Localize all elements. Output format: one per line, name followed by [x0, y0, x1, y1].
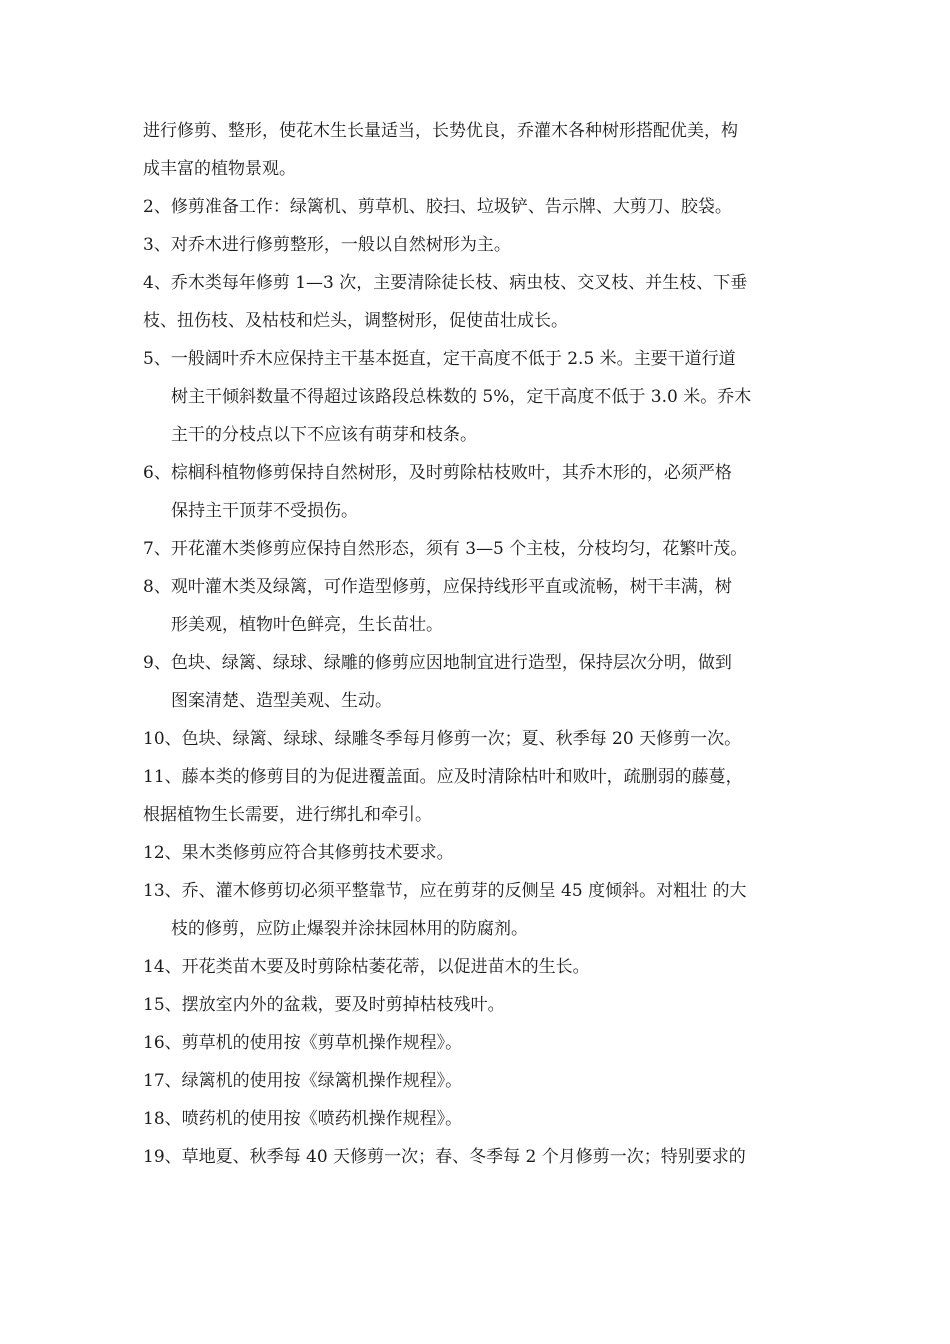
text-line: 12、果木类修剪应符合其修剪技术要求。	[143, 843, 454, 863]
text-line: 11、藤本类的修剪目的为促进覆盖面。应及时清除枯叶和败叶，疏删弱的藤蔓，	[143, 767, 743, 787]
text-line: 16、剪草机的使用按《剪草机操作规程》。	[143, 1033, 463, 1053]
text-line: 9、色块、绿篱、绿球、绿雕的修剪应因地制宜进行造型，保持层次分明，做到	[143, 653, 732, 673]
text-line: 枝、扭伤枝、及枯枝和烂头，调整树形，促使苗壮成长。	[143, 311, 568, 331]
text-line: 13、乔、灌木修剪切必须平整靠节，应在剪芽的反侧呈 45 度倾斜。对粗壮 的大	[143, 881, 747, 901]
text-line: 进行修剪、整形，使花木生长量适当，长势优良，乔灌木各种树形搭配优美，构	[143, 121, 738, 141]
text-line: 18、喷药机的使用按《喷药机操作规程》。	[143, 1109, 463, 1129]
text-line: 5、一般阔叶乔木应保持主干基本挺直，定干高度不低于 2.5 米。主要干道行道	[143, 349, 736, 369]
text-line: 14、开花类苗木要及时剪除枯萎花蒂，以促进苗木的生长。	[143, 957, 590, 977]
text-line: 图案清楚、造型美观、生动。	[171, 691, 392, 711]
text-line: 形美观，植物叶色鲜亮，生长苗壮。	[171, 615, 443, 635]
text-line: 根据植物生长需要，进行绑扎和牵引。	[143, 805, 432, 825]
text-line: 8、观叶灌木类及绿篱，可作造型修剪，应保持线形平直或流畅，树干丰满，树	[143, 577, 732, 597]
text-line: 主干的分枝点以下不应该有萌芽和枝条。	[171, 425, 477, 445]
text-line: 6、棕榈科植物修剪保持自然树形，及时剪除枯枝败叶，其乔木形的，必须严格	[143, 463, 732, 483]
text-line: 15、摆放室内外的盆栽，要及时剪掉枯枝残叶。	[143, 995, 505, 1015]
text-line: 树主干倾斜数量不得超过该路段总株数的 5%，定干高度不低于 3.0 米。乔木	[171, 387, 752, 407]
text-line: 枝的修剪，应防止爆裂并涂抹园林用的防腐剂。	[171, 919, 528, 939]
text-line: 7、开花灌木类修剪应保持自然形态，须有 3—5 个主枝，分枝均匀，花繁叶茂。	[143, 539, 748, 559]
text-line: 2、修剪准备工作：绿篱机、剪草机、胶扫、垃圾铲、告示牌、大剪刀、胶袋。	[143, 197, 732, 217]
text-line: 10、色块、绿篱、绿球、绿雕冬季每月修剪一次；夏、秋季每 20 天修剪一次。	[143, 729, 742, 749]
text-line: 4、乔木类每年修剪 1—3 次，主要清除徒长枝、病虫枝、交叉枝、并生枝、下垂	[143, 273, 748, 293]
text-line: 保持主干顶芽不受损伤。	[171, 501, 358, 521]
text-line: 成丰富的植物景观。	[143, 159, 296, 179]
text-line: 19、草地夏、秋季每 40 天修剪一次；春、冬季每 2 个月修剪一次；特别要求的	[143, 1147, 746, 1167]
text-line: 17、绿篱机的使用按《绿篱机操作规程》。	[143, 1071, 463, 1091]
text-line: 3、对乔木进行修剪整形，一般以自然树形为主。	[143, 235, 511, 255]
